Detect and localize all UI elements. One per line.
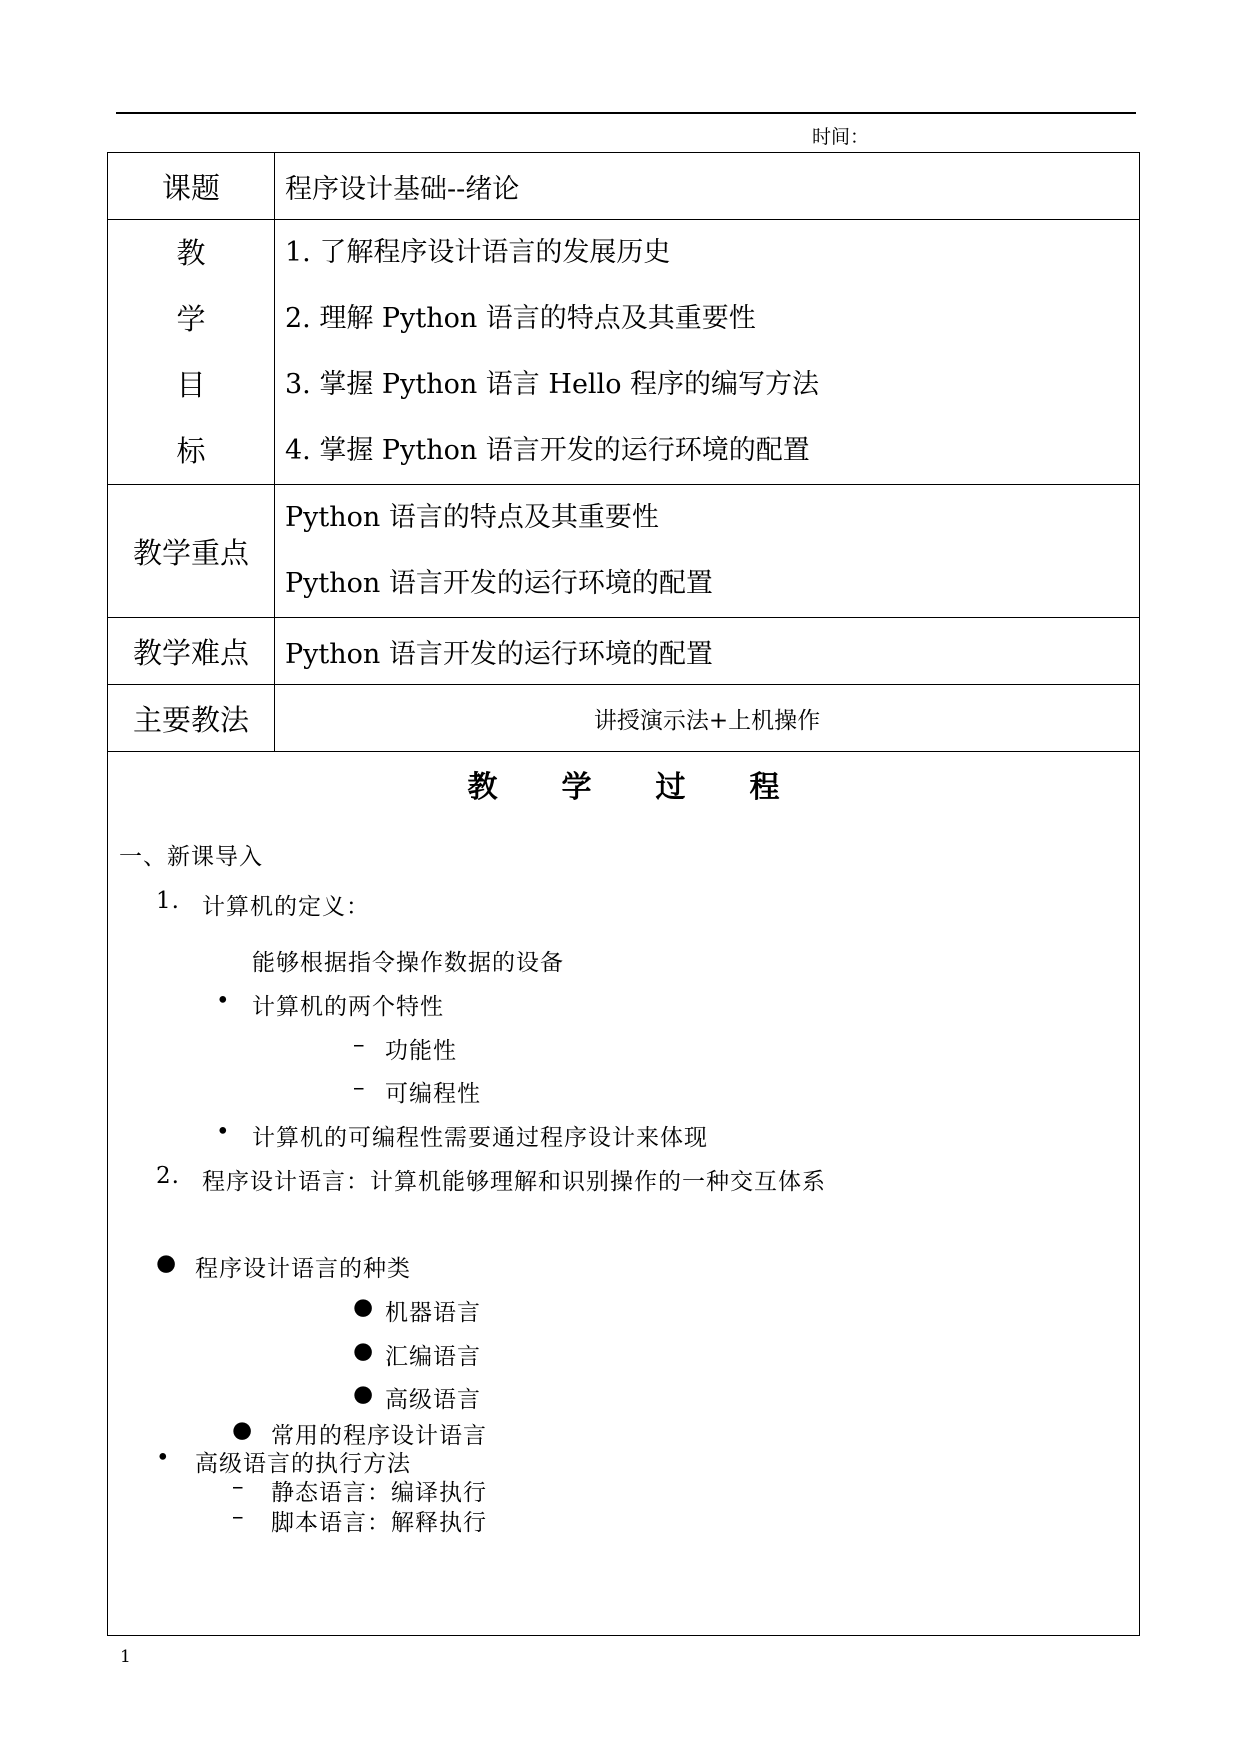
difficulty-value: Python 语言开发的运行环境的配置 bbox=[275, 618, 1140, 685]
goals-label-char: 教 bbox=[176, 236, 206, 270]
sub-item-text: 可编程性 bbox=[385, 1081, 481, 1107]
dash-icon: – bbox=[232, 1504, 244, 1530]
item-number: 2. bbox=[156, 1163, 180, 1189]
goals-label-char: 目 bbox=[176, 368, 206, 402]
key-points-label: 教学重点 bbox=[108, 485, 275, 618]
bullet-dot-icon: • bbox=[216, 1119, 230, 1145]
bullet-text: 高级语言的执行方法 bbox=[195, 1451, 411, 1477]
bullet-text: 计算机的两个特性 bbox=[252, 994, 444, 1020]
key-point-item: Python 语言的特点及其重要性 bbox=[285, 502, 659, 533]
filled-bullet-icon: ● bbox=[353, 1338, 374, 1364]
item-number: 1. bbox=[156, 888, 180, 914]
goal-item: 4. 掌握 Python 语言开发的运行环境的配置 bbox=[285, 435, 810, 466]
sub-item-text: 汇编语言 bbox=[385, 1344, 481, 1370]
goals-label-char: 标 bbox=[176, 434, 206, 468]
process-row bbox=[108, 752, 1140, 1636]
topic-row bbox=[108, 153, 1140, 220]
filled-bullet-icon: ● bbox=[156, 1250, 177, 1276]
dash-icon: – bbox=[353, 1032, 365, 1058]
goals-label bbox=[108, 220, 275, 485]
goal-item: 3. 掌握 Python 语言 Hello 程序的编写方法 bbox=[285, 369, 820, 400]
key-point-item: Python 语言开发的运行环境的配置 bbox=[285, 568, 713, 599]
key-points-list bbox=[275, 485, 1140, 618]
goal-item: 1. 了解程序设计语言的发展历史 bbox=[285, 237, 671, 268]
sub-item-text: 脚本语言：解释执行 bbox=[271, 1510, 487, 1536]
method-value: 讲授演示法+上机操作 bbox=[275, 685, 1140, 752]
sub-item-text: 功能性 bbox=[385, 1038, 457, 1064]
key-points-row bbox=[108, 485, 1140, 618]
time-label: 时间： bbox=[812, 126, 870, 148]
difficulty-row bbox=[108, 618, 1140, 685]
sub-item-text: 静态语言：编译执行 bbox=[271, 1480, 487, 1506]
goals-row bbox=[108, 220, 1140, 485]
page-number: 1 bbox=[120, 1647, 131, 1667]
bullet-dot-icon: • bbox=[216, 988, 230, 1014]
goals-label-char: 学 bbox=[176, 302, 206, 336]
section-heading: 一、新课导入 bbox=[119, 844, 263, 870]
item-text: 计算机的定义： bbox=[202, 894, 370, 920]
dash-icon: – bbox=[353, 1075, 365, 1101]
goal-item: 2. 理解 Python 语言的特点及其重要性 bbox=[285, 303, 756, 334]
sub-item-text: 高级语言 bbox=[385, 1387, 481, 1413]
filled-bullet-icon: ● bbox=[353, 1294, 374, 1320]
header-rule bbox=[116, 112, 1136, 114]
process-section bbox=[108, 752, 1140, 1636]
bullet-text: 常用的程序设计语言 bbox=[271, 1423, 487, 1449]
method-label: 主要教法 bbox=[108, 685, 275, 752]
sub-item-text: 机器语言 bbox=[385, 1300, 481, 1326]
filled-bullet-icon: ● bbox=[232, 1417, 253, 1443]
difficulty-label: 教学难点 bbox=[108, 618, 275, 685]
bullet-text: 计算机的可编程性需要通过程序设计来体现 bbox=[252, 1125, 708, 1151]
bullet-dot-icon: • bbox=[156, 1445, 170, 1471]
dash-icon: – bbox=[232, 1474, 244, 1500]
filled-bullet-icon: ● bbox=[353, 1381, 374, 1407]
method-row bbox=[108, 685, 1140, 752]
item-text: 程序设计语言：计算机能够理解和识别操作的一种交互体系 bbox=[202, 1169, 826, 1195]
process-title: 教学过程 bbox=[467, 770, 844, 805]
topic-label: 课题 bbox=[108, 153, 275, 220]
lesson-plan-table bbox=[107, 152, 1140, 1636]
bullet-text: 程序设计语言的种类 bbox=[195, 1256, 411, 1282]
goals-list bbox=[275, 220, 1140, 485]
topic-value: 程序设计基础--绪论 bbox=[275, 153, 1140, 220]
definition-text: 能够根据指令操作数据的设备 bbox=[252, 950, 564, 976]
